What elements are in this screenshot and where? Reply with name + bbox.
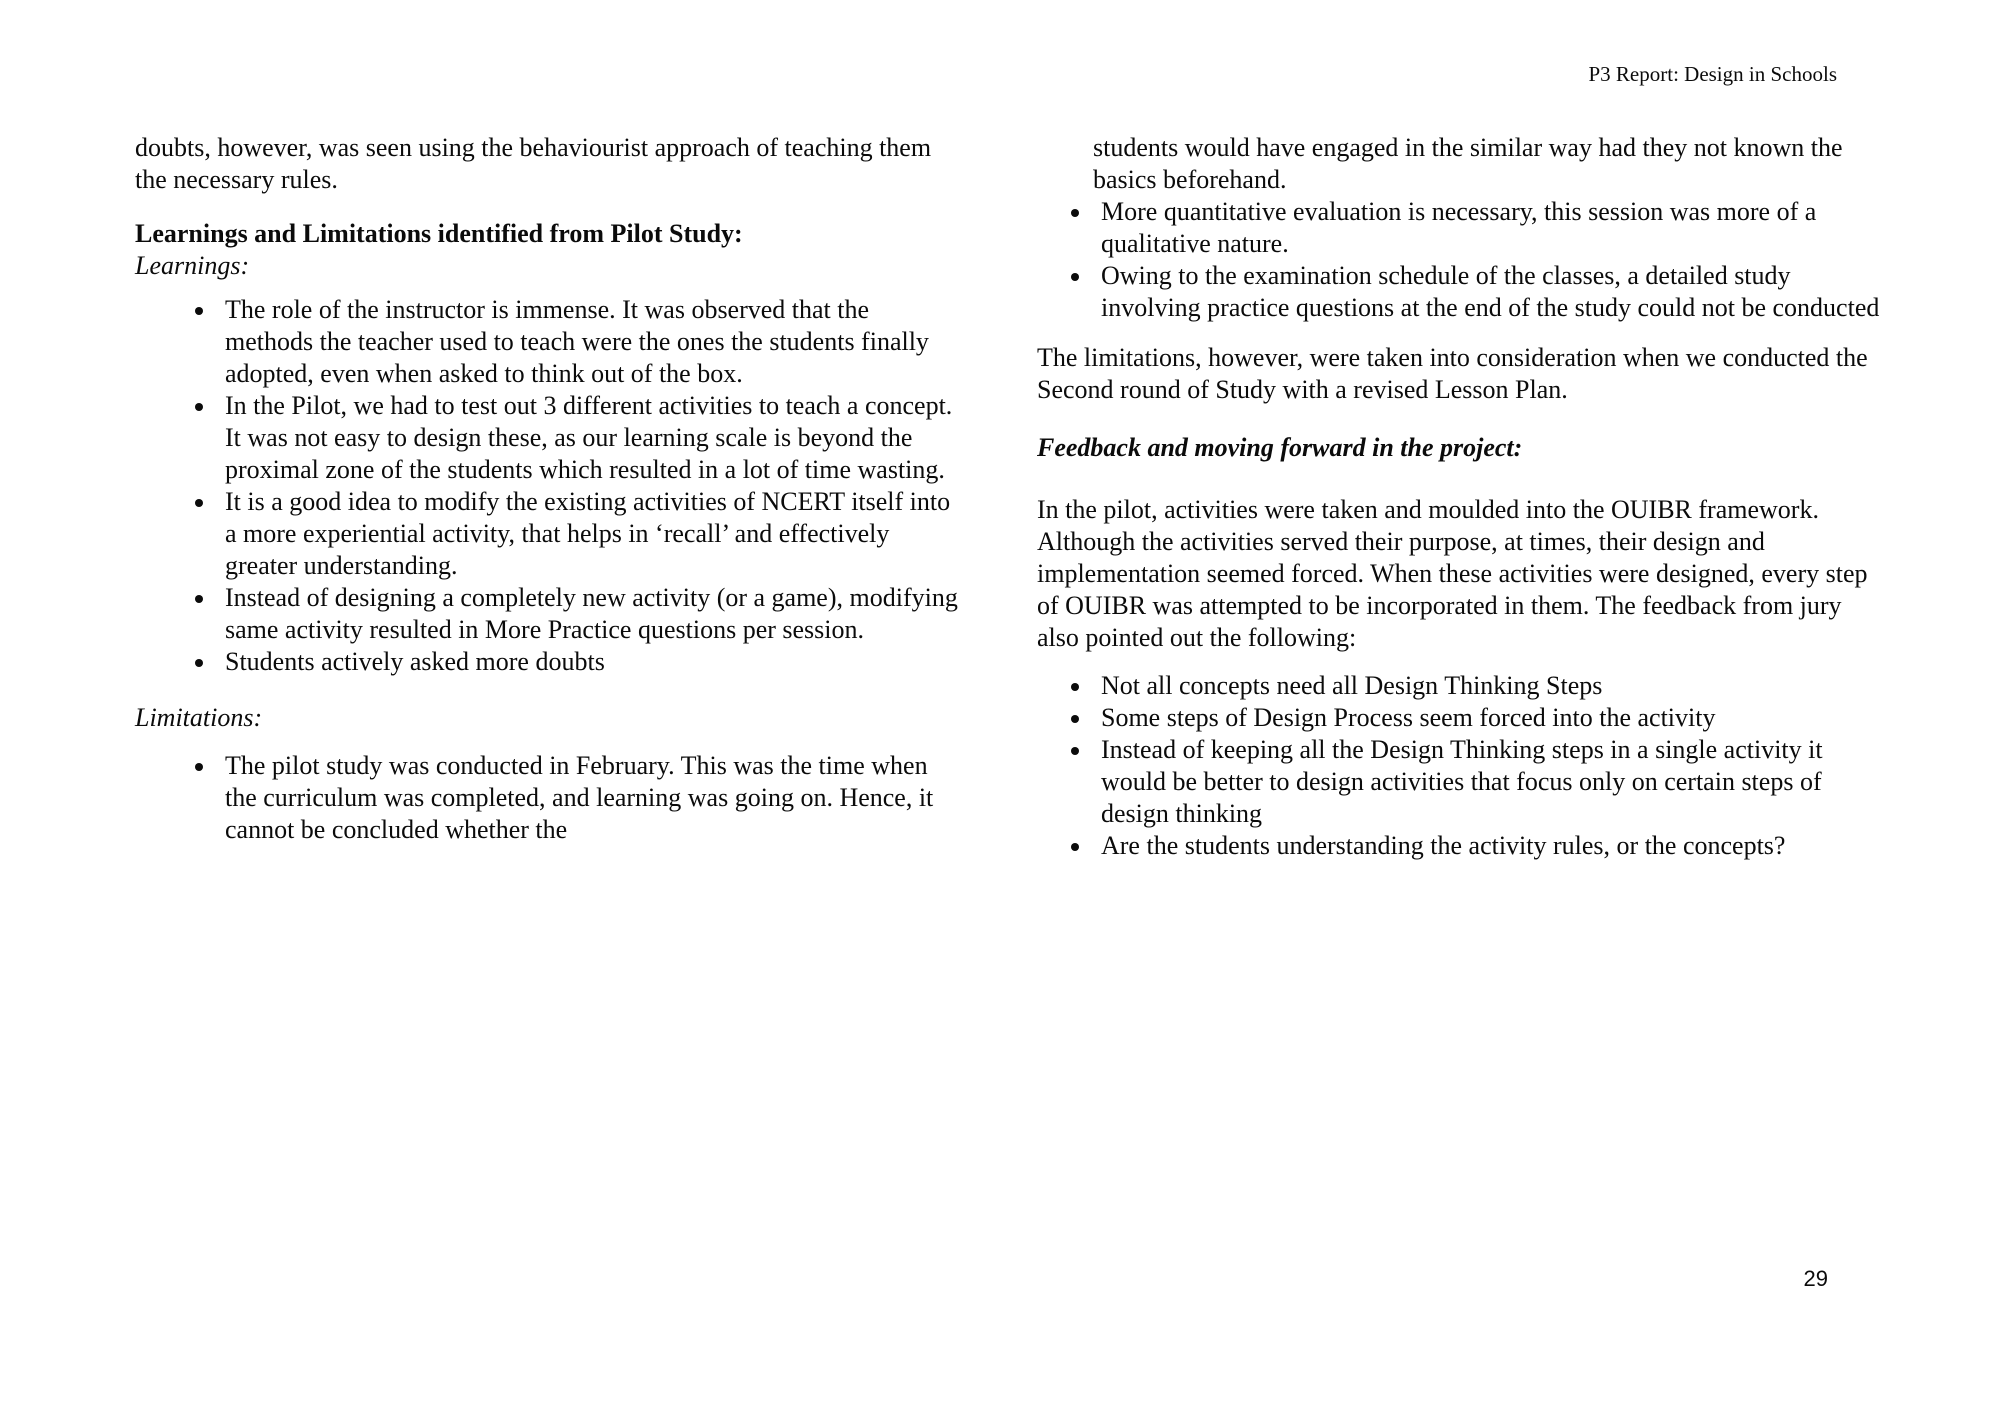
learnings-label: Learnings: <box>135 251 250 280</box>
learnings-list <box>135 294 960 678</box>
page-header: P3 Report: Design in Schools <box>1588 62 1837 86</box>
limitations-note-paragraph: The limitations, however, were taken into consideration when we conducted the Second round of Study with a revised Lesson Plan. <box>1037 343 1868 404</box>
list-item: • Not all concepts need all Design Thinking Steps <box>1093 670 1882 702</box>
feedback-intro-paragraph: In the pilot, activities were taken and moulded into the OUIBR framework. Although the activities served their purpose, at times, their design and implementation seemed forced. When these activities were designed, every step of OUIBR was attempted to be incorporated in them. The feedback from jury also pointed out the following: <box>1037 495 1868 652</box>
list-item: • Instead of designing a completely new activity (or a game), modifying same activity resulted in More Practice questions per session. <box>217 582 960 646</box>
list-item: • Students actively asked more doubts <box>217 646 960 678</box>
limitations-list <box>135 750 960 846</box>
list-item: • More quantitative evaluation is necessary, this session was more of a qualitative nature. <box>1093 196 1882 260</box>
section-heading: Learnings and Limitations identified from Pilot Study: <box>135 219 743 248</box>
page-number: 29 <box>1803 1266 1828 1291</box>
list-item: • In the Pilot, we had to test out 3 different activities to teach a concept. It was not easy to design these, as our learning scale is beyond the proximal zone of the students which resulted in a lot of time wasting. <box>217 390 960 486</box>
list-item: • Are the students understanding the activity rules, or the concepts? <box>1093 830 1882 862</box>
list-item: • It is a good idea to modify the existing activities of NCERT itself into a more experiential activity, that helps in ‘recall’ and effectively greater understanding. <box>217 486 960 582</box>
feedback-heading: Feedback and moving forward in the project: <box>1037 433 1523 462</box>
continuation-paragraph: students would have engaged in the similar way had they not known the basics beforehand. <box>1093 133 1843 194</box>
list-item: • Instead of keeping all the Design Thinking steps in a single activity it would be better to design activities that focus only on certain steps of design thinking <box>1093 734 1882 830</box>
spacer <box>135 734 960 750</box>
spacer <box>135 678 960 702</box>
right-column <box>1037 132 1882 862</box>
list-item: • Some steps of Design Process seem forced into the activity <box>1093 702 1882 734</box>
list-item: • Owing to the examination schedule of the classes, a detailed study involving practice questions at the end of the study could not be conducted <box>1093 260 1882 324</box>
evaluation-list <box>1037 196 1882 324</box>
feedback-list <box>1037 670 1882 862</box>
intro-paragraph: doubts, however, was seen using the behaviourist approach of teaching them the necessary rules. <box>135 133 932 194</box>
list-item: • The pilot study was conducted in February. This was the time when the curriculum was completed, and learning was going on. Hence, it cannot be concluded whether the <box>217 750 960 846</box>
list-item: • The role of the instructor is immense. It was observed that the methods the teacher used to teach were the ones the students finally adopted, even when asked to think out of the box. <box>217 294 960 390</box>
limitations-label: Limitations: <box>135 703 263 732</box>
left-column <box>135 132 960 846</box>
